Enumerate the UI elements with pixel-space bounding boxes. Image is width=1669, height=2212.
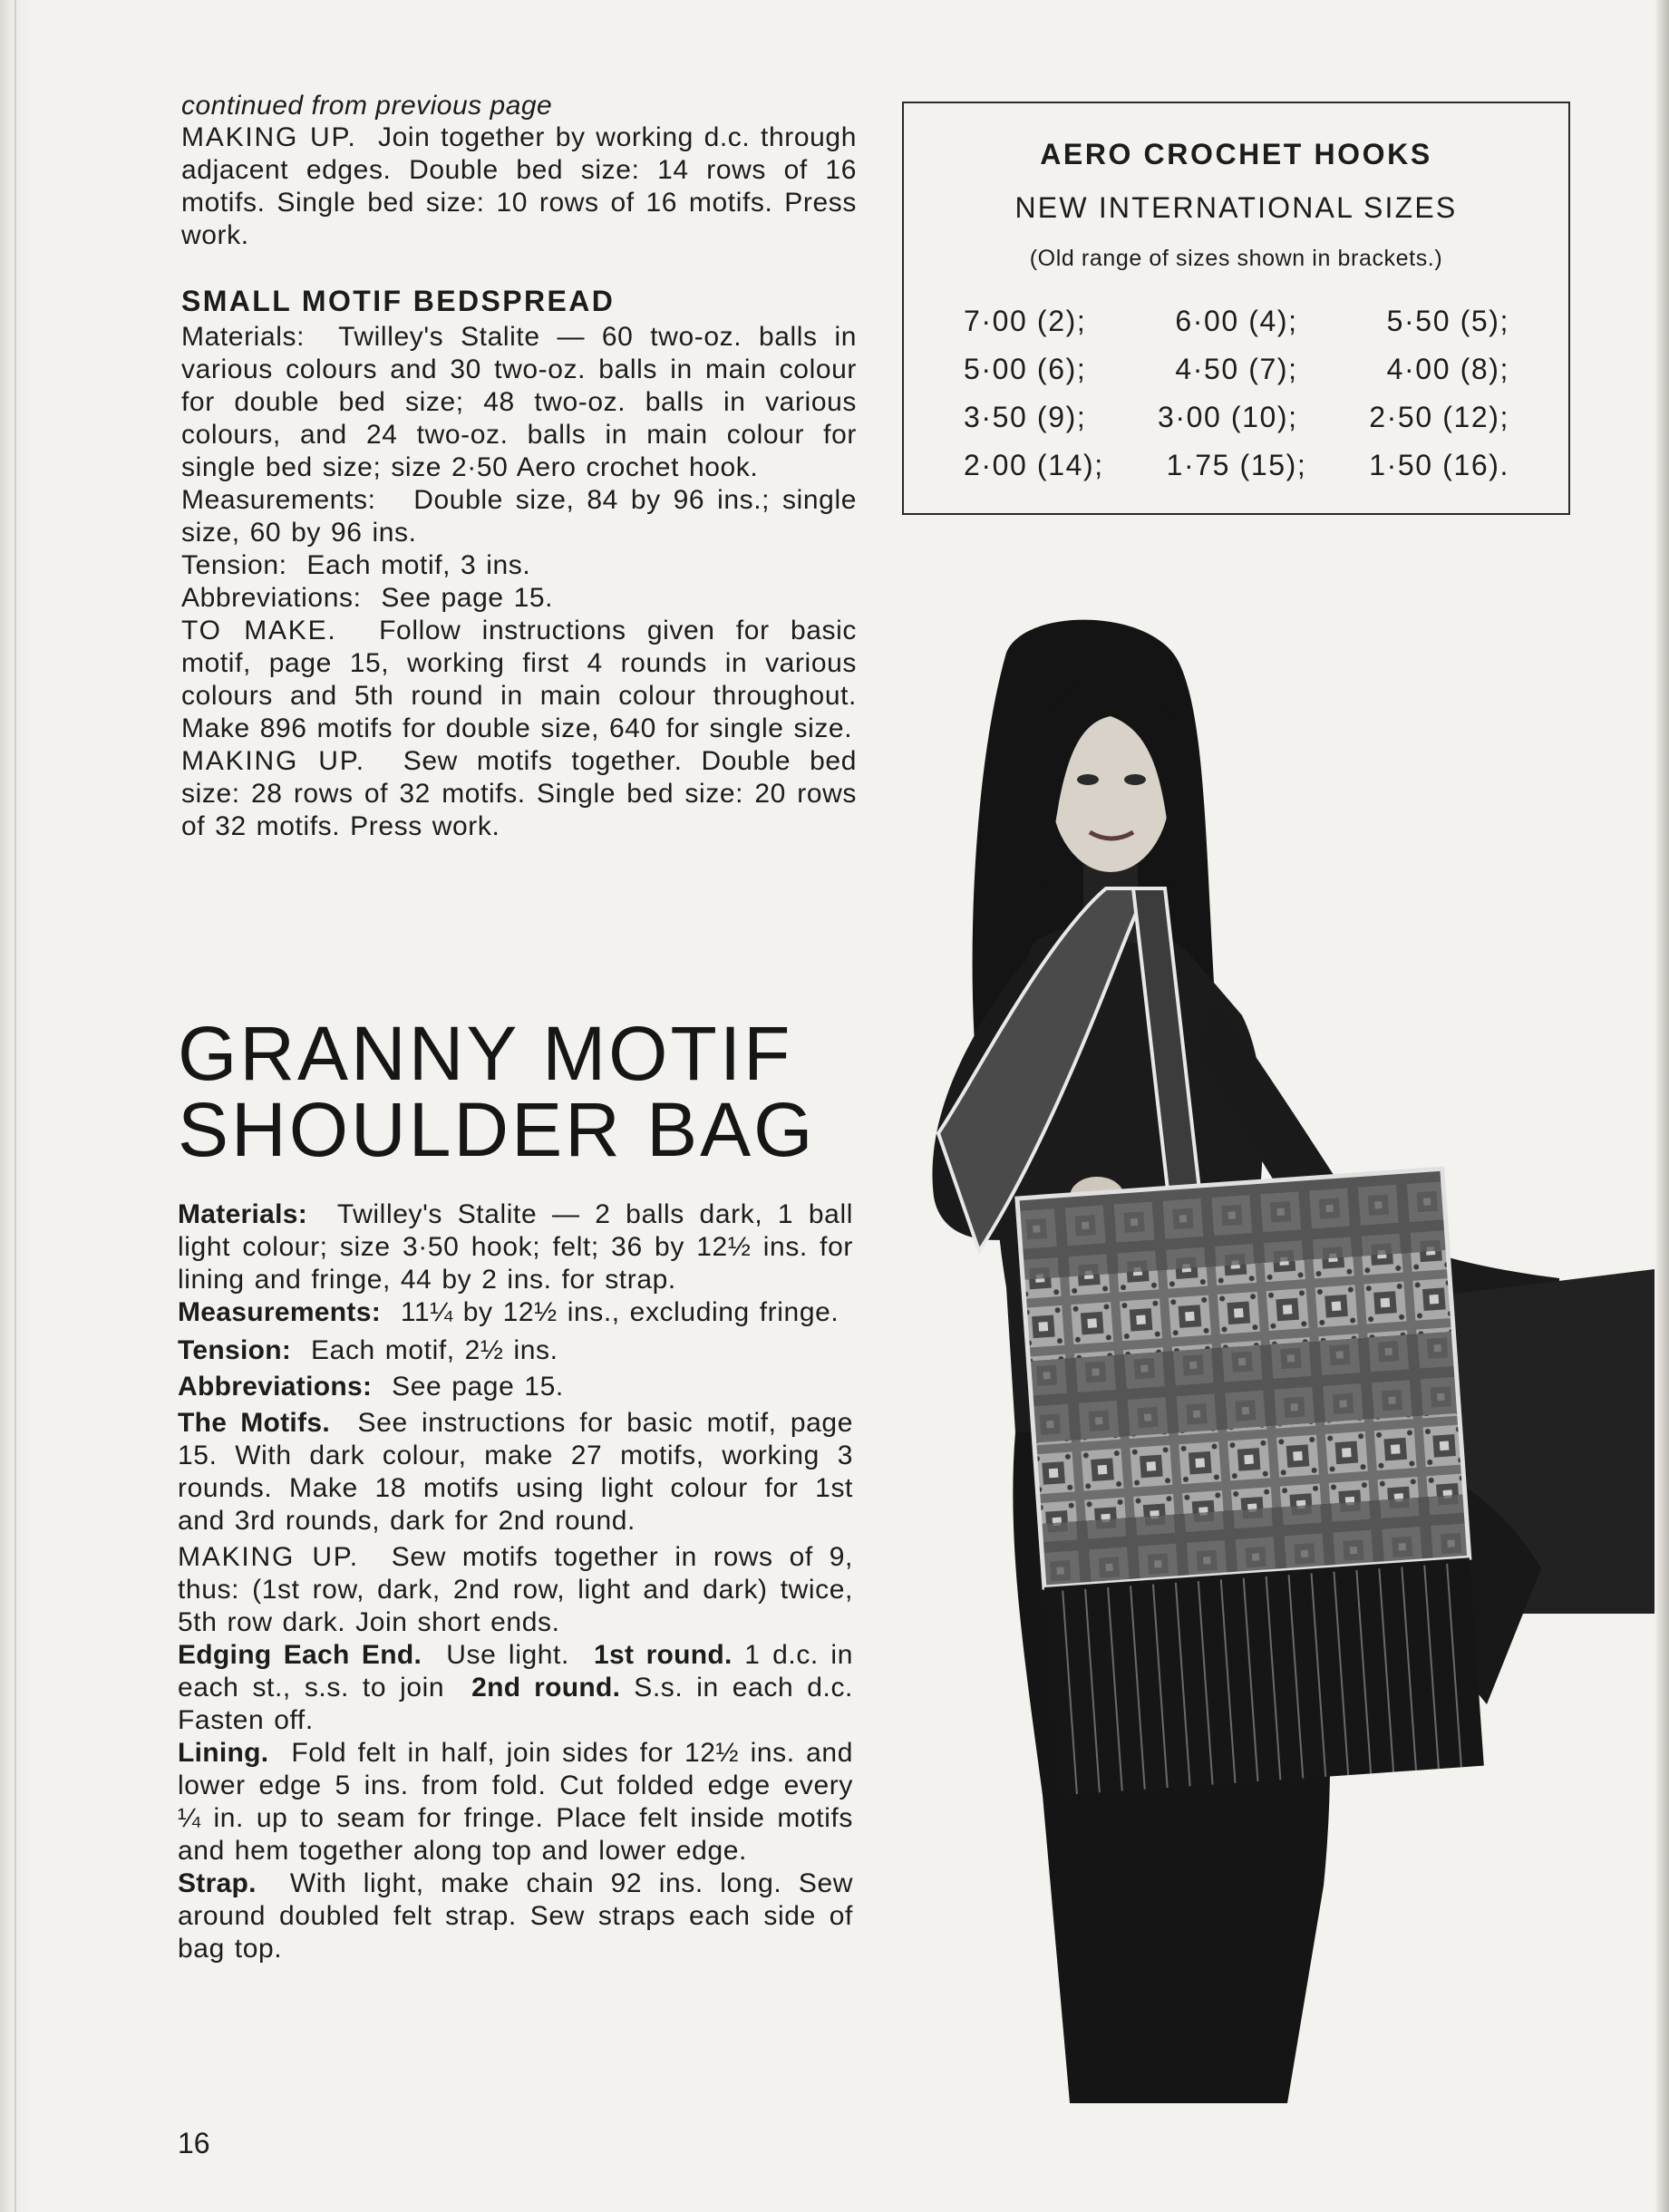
granny-bag — [1017, 1169, 1484, 1795]
bag-edging-text2: 1 d.c. in each st., s.s. to join — [178, 1640, 853, 1703]
hook-size-entry: 7·00 (2); — [964, 305, 1087, 337]
hook-size-entry: 1·50 (16). — [1369, 449, 1509, 481]
bedspread-measurements-label: Measurements: — [181, 485, 376, 515]
hook-size-entry: 4·00 (8); — [1386, 353, 1509, 385]
bag-strap — [178, 1868, 853, 1965]
bag-edging — [178, 1639, 853, 1737]
bedspread-tension-label: Tension: — [181, 550, 287, 580]
left-column-upper — [181, 91, 857, 843]
hook-box-subtitle: NEW INTERNATIONAL SIZES — [1014, 191, 1458, 224]
bedspread-tension-text: Each motif, 3 ins. — [306, 550, 531, 580]
bag-lining-label: Lining. — [178, 1738, 269, 1768]
hook-size-entry: 1·75 (15); — [1166, 449, 1307, 481]
bag-measurements-text: 11¼ by 12½ ins., excluding fringe. — [400, 1297, 839, 1327]
bedspread-materials-label: Materials: — [181, 322, 306, 352]
hook-size-entry: 5·00 (6); — [964, 353, 1087, 385]
bag-motifs-text: See instructions for basic motif, page 15. With dark colour, make 27 motifs, working 3 rounds. Make 18 motifs using light colour for 1st and 3rd rounds, dark for 2nd round. — [178, 1408, 853, 1536]
hook-box-note: (Old range of sizes shown in brackets.) — [1029, 246, 1443, 271]
bedspread-measurements — [181, 484, 857, 549]
bedspread-to-make-label: TO MAKE. — [181, 616, 337, 645]
book-spine-shadow — [0, 0, 33, 2212]
hook-size-row — [964, 353, 1509, 386]
bag-materials-label: Materials: — [178, 1199, 308, 1229]
bag-measurements — [178, 1296, 853, 1329]
bedspread-making-up-label: MAKING UP. — [181, 746, 365, 776]
bedspread-abbreviations-label: Abbreviations: — [181, 583, 362, 613]
bedspread-tension — [181, 549, 857, 582]
bag-tension — [178, 1334, 853, 1367]
bag-making-up — [178, 1541, 853, 1639]
bag-edging-round2-label: 2nd round. — [471, 1673, 621, 1703]
bag-tension-label: Tension: — [178, 1335, 292, 1365]
page-number: 16 — [178, 2127, 210, 2159]
page-edge-shadow — [1654, 0, 1669, 2212]
hook-size-entry: 6·00 (4); — [1175, 305, 1298, 337]
bag-making-up-label: MAKING UP. — [178, 1542, 359, 1572]
hook-size-entry: 5·50 (5); — [1386, 305, 1509, 337]
shoulder-bag-section — [178, 1011, 854, 1965]
hook-size-row — [964, 449, 1509, 482]
bag-abbreviations-text: See page 15. — [392, 1372, 564, 1402]
bag-abbreviations-label: Abbreviations: — [178, 1372, 373, 1402]
intro-making-up-text: Join together by working d.c. through adjacent edges. Double bed size: 14 rows of 16 motifs. Single bed size: 10 rows of 16 motifs. Press work. — [181, 122, 857, 250]
bedspread-to-make — [181, 615, 857, 745]
bag-edging-text1: Use light. — [446, 1640, 569, 1670]
bedspread-making-up-text: Sew motifs together. Double bed size: 28 rows of 32 motifs. Single bed size: 20 rows of 32 motifs. Press work. — [181, 746, 857, 841]
bag-edging-label: Edging Each End. — [178, 1640, 422, 1670]
bag-tension-text: Each motif, 2½ ins. — [311, 1335, 558, 1365]
bag-title-line1: GRANNY MOTIF — [178, 1011, 793, 1096]
bag-abbreviations — [178, 1371, 853, 1403]
bag-motifs — [178, 1407, 853, 1538]
bedspread-heading: SMALL MOTIF BEDSPREAD — [181, 285, 616, 317]
hook-box-title: AERO CROCHET HOOKS — [1040, 138, 1432, 170]
model-photo — [852, 616, 1654, 2103]
hook-size-row — [964, 401, 1509, 434]
bag-materials-text: Twilley's Stalite — 2 balls dark, 1 ball light colour; size 3·50 hook; felt; 36 by 12½ ins. for lining and fringe, 44 by 2 ins. for strap. — [178, 1199, 853, 1295]
hook-size-entry: 3·50 (9); — [964, 401, 1087, 433]
bag-lining-text: Fold felt in half, join sides for 12½ ins. and lower edge 5 ins. from fold. Cut folded edge every ¼ in. up to seam for fringe. Place felt inside motifs and hem together along top and lower edge. — [178, 1738, 854, 1866]
bag-motifs-label: The Motifs. — [178, 1408, 330, 1438]
bag-strap-label: Strap. — [178, 1868, 257, 1898]
hook-size-entry: 2·00 (14); — [964, 449, 1104, 481]
bedspread-materials — [181, 321, 857, 484]
hook-size-entry: 2·50 (12); — [1369, 401, 1509, 433]
hook-size-row — [964, 305, 1509, 338]
bedspread-measurements-text: Double size, 84 by 96 ins.; single size, 60 by 96 ins. — [181, 485, 857, 548]
bedspread-abbreviations-text: See page 15. — [381, 583, 554, 613]
bedspread-to-make-text: Follow instructions given for basic motif, page 15, working first 4 rounds in various colours and 5th round in main colour throughout. Make 896 motifs for double size, 640 for single size. — [181, 616, 857, 743]
bag-materials — [178, 1198, 853, 1296]
bag-lining — [178, 1737, 853, 1868]
bag-measurements-label: Measurements: — [178, 1297, 381, 1327]
hook-size-entry: 3·00 (10); — [1157, 401, 1298, 433]
bag-edging-round1-label: 1st round. — [594, 1640, 733, 1670]
bag-edging-text3: S.s. in each d.c. Fasten off. — [178, 1673, 853, 1735]
continued-note: continued from previous page — [181, 91, 553, 121]
bag-making-up-text: Sew motifs together in rows of 9, thus: (1st row, dark, 2nd row, light and dark) twice, 5th row dark. Join short ends. — [178, 1542, 853, 1637]
bag-strap-text: With light, make chain 92 ins. long. Sew around doubled felt strap. Sew straps each side of bag top. — [178, 1868, 853, 1964]
intro-making-up-label: MAKING UP. — [181, 122, 357, 152]
bedspread-abbreviations — [181, 582, 857, 615]
bedspread-materials-text: Twilley's Stalite — 60 two-oz. balls in various colours and 30 two-oz. balls in main colour for double bed size; 48 two-oz. balls in various colours, and 24 two-oz. balls in main colour for single bed size; size 2·50 Aero crochet hook. — [181, 322, 857, 482]
hook-size-entry: 4·50 (7); — [1175, 353, 1298, 385]
bag-title — [178, 1011, 853, 1172]
bedspread-making-up — [181, 745, 857, 843]
model-illustration — [852, 616, 1654, 2103]
bag-title-line2: SHOULDER BAG — [178, 1087, 816, 1172]
hook-sizes-box — [902, 102, 1570, 515]
intro-making-up — [181, 121, 857, 252]
